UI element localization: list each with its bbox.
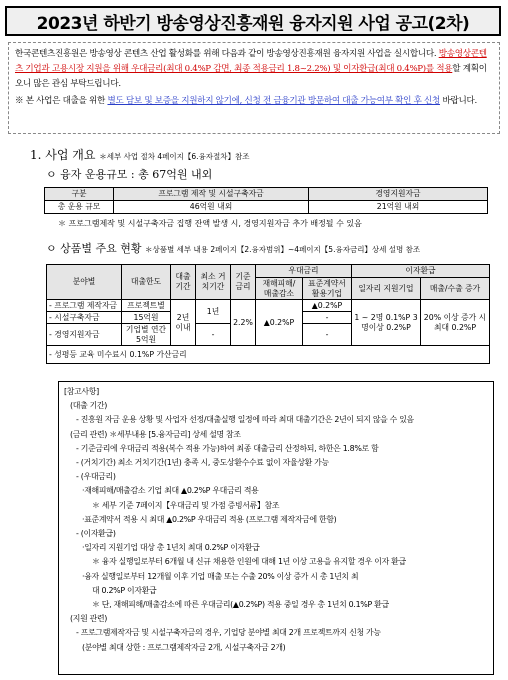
- section-note: ＊세부 사업 절차 4페이지【6.융자절차】참조: [99, 152, 250, 161]
- reference-line: ·일자리 지원기업 대상 총 1년치 최대 0.2%P 이자환급: [82, 543, 260, 553]
- td-period: 2년 이내: [171, 300, 196, 346]
- reference-line: 대 0.2%P 이자환급: [92, 585, 157, 595]
- th-pref-disaster: 재해피해/ 매출감소: [256, 278, 303, 300]
- td-pref-contract-r3: -: [303, 324, 352, 346]
- td-r2-field: - 시설구축자금: [47, 312, 122, 324]
- intro-box: [8, 42, 500, 134]
- intro-text-end: 할 계획이오니 많은 관심 부탁드립니다.: [15, 64, 487, 89]
- th-refund: 이자환급: [352, 265, 490, 278]
- td-grace: 1년: [196, 300, 231, 324]
- reference-line: (금리 관련) ＊세부내용 [5.융자금리] 상세 설명 참조: [70, 429, 241, 439]
- reference-line: - 진흥원 자금 운용 상황 및 사업자 선정/대출실행 일정에 따라 최대 대출기간은 2년이 되지 않을 수 있음: [76, 415, 414, 425]
- reference-line: ＊ 융자 실행일로부터 6개월 내 신규 채용한 인원에 대해 1년 이상 고용을 유지할 경우 이자 환급: [92, 557, 406, 567]
- sub-heading-scale: ㅇ 융자 운용규모 : 총 67억원 내외: [46, 168, 213, 181]
- scale-table: [44, 187, 488, 214]
- scale-table-note: ＊ 프로그램제작 및 시설구축자금 집행 잔액 발생 시, 경영지원자금 추가 배정될 수 있음: [58, 219, 362, 228]
- note-text: ※ 본 사업은 대출을 위한: [15, 96, 108, 106]
- td-total: 총 운용 규모: [45, 201, 114, 214]
- th-grace: 최소 거치기간: [196, 265, 231, 300]
- reference-box: [58, 381, 494, 675]
- reference-line: - (거치기간) 최소 거치기간(1년) 충족 시, 중도상환수수료 없이 자율상환 가능: [76, 458, 329, 468]
- note-highlight-blue: 별도 담보 및 보증을 지원하지 않기에, 신청 전 금융기관 방문하여 대출 가능여부 확인 후 신청: [107, 96, 441, 106]
- td-base: 2.2%: [231, 300, 256, 346]
- reference-line: (대출 기간): [70, 401, 108, 411]
- th-base: 기준 금리: [231, 265, 256, 300]
- reference-line: (지원 관련): [70, 614, 108, 624]
- td-r1-field: - 프로그램 제작자금: [47, 300, 122, 312]
- th-period: 대출 기간: [171, 265, 196, 300]
- product-table: [46, 264, 490, 364]
- th-management: 경영지원자금: [309, 188, 488, 201]
- th-pref-contract: 표준계약서 활용기업: [303, 278, 352, 300]
- th-pref: 우대금리: [256, 265, 352, 278]
- intro-text: 한국콘텐츠진흥원은 방송영상 콘텐츠 산업 활성화를 위해 다음과 같이 방송영상진흥재원 융자지원 사업을 실시합니다.: [15, 49, 439, 59]
- td-pref-contract-r1: ▲0.2%P: [303, 300, 352, 312]
- th-limit: 대출한도: [122, 265, 171, 300]
- th-category: 구분: [45, 188, 114, 201]
- reference-line: ·표준계약서 적용 시 최대 ▲0.2%P 우대금리 적용 (프로그램 제작자금에 한함): [82, 514, 337, 524]
- reference-line: ＊ 단, 재해피해/매출감소에 따른 우대금리(▲0.2%P) 적용 중일 경우 총 1년치 0.1%P 환급: [92, 600, 389, 610]
- td-production-amount: 46억원 내외: [114, 201, 309, 214]
- reference-line: ·융자 실행일로부터 12개월 이후 기업 매출 또는 수출 20% 이상 증가 시 총 1년치 최: [82, 571, 359, 581]
- reference-line: - (이자환급): [76, 529, 116, 539]
- reference-line: ＊ 세부 기준 7페이지【우대금리 및 가점 증빙서류】참조: [92, 500, 280, 510]
- intro-paragraph: [15, 47, 493, 92]
- note-text-end: 바랍니다.: [440, 96, 477, 106]
- td-management-amount: 21억원 내외: [309, 201, 488, 214]
- intro-highlight-red: 방송영상콘텐츠 기업과 고용시장 지원을 위해 우대금리(최대 0.4%P 감면, 최종 적용금리 1.8~2.2%) 및 이자환급(최대 0.4%P)를 적용: [15, 49, 487, 74]
- td-pref-contract-r2: -: [303, 312, 352, 324]
- reference-line: - 기준금리에 우대금리 적용(복수 적용 가능)하여 최종 대출금리 산정하되, 하한은 1.8%로 함: [76, 443, 379, 453]
- intro-note: [15, 94, 493, 109]
- td-r3-field: - 경영지원자금: [47, 324, 122, 346]
- section-title: 1. 사업 개요: [30, 148, 96, 162]
- td-refund-sales: 20% 이상 증가 시 최대 0.2%P: [421, 300, 490, 346]
- sub-title: ㅇ 상품별 주요 현황: [46, 242, 142, 255]
- page-title: 2023년 하반기 방송영상진흥재원 융자지원 사업 공고(2차): [5, 6, 501, 36]
- reference-line: - 프로그램제작자금 및 시설구축자금의 경우, 기업당 분야별 최대 2개 프로젝트까지 신청 가능: [76, 628, 381, 638]
- td-r1-limit: 프로젝트별: [122, 300, 171, 312]
- th-field: 분야별: [47, 265, 122, 300]
- td-r3-limit: 기업별 연간 5억원: [122, 324, 171, 346]
- section-1-heading: [30, 146, 250, 163]
- th-refund-sales: 매출/수출 증가: [421, 278, 490, 300]
- td-grace-r3: -: [196, 324, 231, 346]
- td-footer: - 성평등 교육 미수료시 0.1%P 가산금리: [47, 346, 490, 364]
- sub-note: ＊상품별 세부 내용 2페이지【2.융자범위】~4페이지【5.융자금리】상세 설명 참조: [145, 245, 421, 254]
- reference-line: [참고사항]: [64, 387, 99, 396]
- reference-line: - (우대금리): [76, 472, 116, 482]
- td-pref-disaster: ▲0.2%P: [256, 300, 303, 346]
- reference-line: (분야별 최대 상한 : 프로그램제작자금 2개, 시설구축자금 2개): [82, 642, 286, 652]
- th-refund-jobs: 일자리 지원기업: [352, 278, 421, 300]
- sub-heading-products: [46, 240, 420, 256]
- td-refund-jobs: 1 ~ 2명 0.1%P 3명이상 0.2%P: [352, 300, 421, 346]
- td-r2-limit: 15억원: [122, 312, 171, 324]
- th-production: 프로그램 제작 및 시설구축자금: [114, 188, 309, 201]
- reference-line: ·재해피해/매출감소 기업 최대 ▲0.2%P 우대금리 적용: [82, 486, 259, 496]
